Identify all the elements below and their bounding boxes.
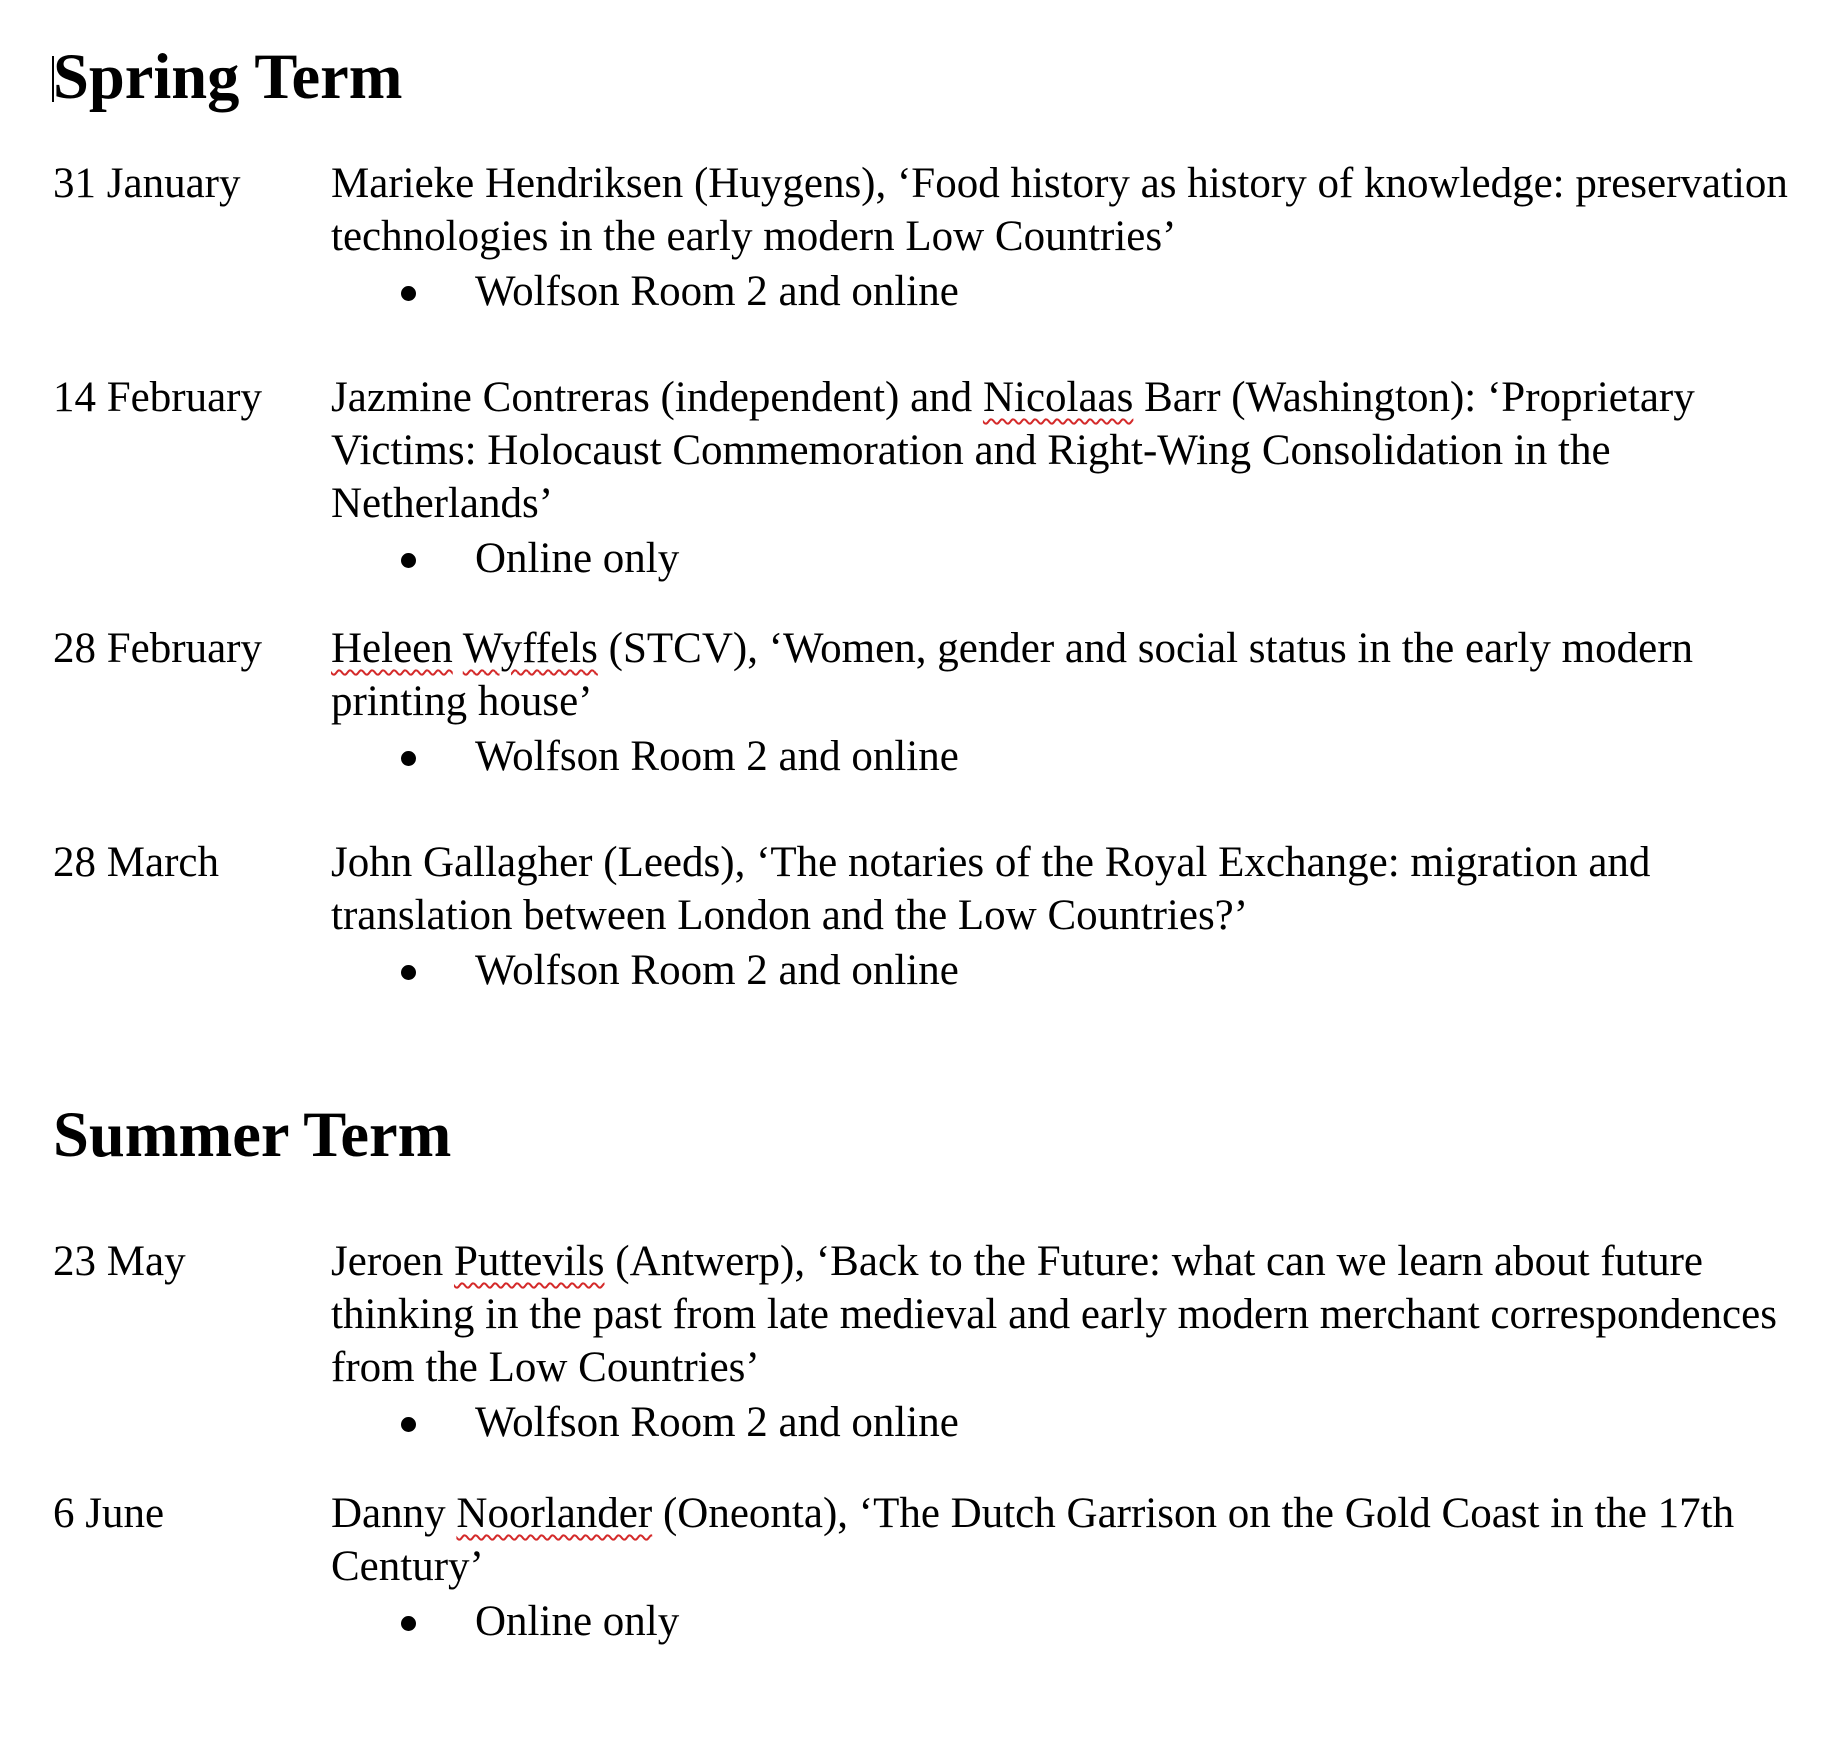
event-body [331, 622, 1793, 783]
event-body [331, 836, 1793, 997]
event-title [331, 1235, 1793, 1394]
event-title: Marieke Hendriksen (Huygens), ‘Food history as history of knowledge: preservation technologies in the early modern Low Countries’ [331, 160, 1788, 260]
event-title: John Gallagher (Leeds), ‘The notaries of the Royal Exchange: migration and translation between London and the Low Countries?’ [331, 839, 1651, 939]
event-row [53, 371, 1793, 585]
title-text: (Antwerp), ‘Back to the Future: what can we learn about future thinking in the past from late medieval and early modern merchant correspondences from the Low Countries’ [331, 1238, 1777, 1391]
title-text: Jeroen [331, 1238, 454, 1285]
event-date: 28 March [53, 839, 219, 886]
event-venue-item [331, 532, 1793, 585]
event-date: 6 June [53, 1490, 165, 1537]
bullet-icon [331, 1595, 475, 1648]
bullet-icon [331, 730, 475, 783]
title-text: Danny [331, 1490, 457, 1537]
event-date: 31 January [53, 160, 241, 207]
event-venue: Wolfson Room 2 and online [475, 947, 959, 994]
event-venue: Wolfson Room 2 and online [475, 733, 959, 780]
title-text [453, 625, 463, 672]
spellcheck-flagged-word[interactable]: Heleen [331, 625, 453, 672]
event-title [331, 371, 1793, 530]
event-title [331, 622, 1793, 728]
bullet-icon [331, 265, 475, 318]
event-venue-item [331, 1595, 1793, 1648]
event-row [53, 836, 1793, 997]
event-venue-item [331, 730, 1793, 783]
event-row [53, 622, 1793, 783]
spellcheck-flagged-word[interactable]: Noorlander [456, 1490, 653, 1537]
event-venue-item [331, 944, 1793, 997]
title-text: (STCV), ‘Women, gender and social status in the early modern printing house’ [331, 625, 1694, 725]
event-row [53, 157, 1793, 318]
event-venue: Online only [475, 535, 680, 582]
event-date: 28 February [53, 625, 262, 672]
event-row [53, 1487, 1793, 1648]
spellcheck-flagged-word[interactable]: Wyffels [462, 625, 598, 672]
event-row [53, 1235, 1793, 1449]
event-venue: Wolfson Room 2 and online [475, 268, 959, 315]
spellcheck-flagged-word[interactable]: Nicolaas [982, 374, 1134, 421]
event-venue-item [331, 265, 1793, 318]
title-text: (Oneonta), ‘The Dutch Garrison on the Gold Coast in the 17th Century’ [331, 1490, 1735, 1590]
term-heading-summer: Summer Term [53, 1099, 452, 1170]
event-body [331, 371, 1793, 585]
event-list-spring [53, 157, 1793, 997]
event-venue-item [331, 1396, 1793, 1449]
bullet-icon [331, 1396, 475, 1449]
event-venue: Online only [475, 1598, 680, 1645]
event-body [331, 157, 1793, 318]
bullet-icon [331, 944, 475, 997]
term-heading-spring: Spring Term [53, 41, 403, 112]
event-list-summer [53, 1235, 1793, 1648]
event-title [331, 1487, 1793, 1593]
title-text: Barr (Washington): ‘Proprietary Victims: Holocaust Commemoration and Right-Wing Consolidation in the Netherlands’ [331, 374, 1695, 527]
document-page [53, 41, 1793, 1648]
event-body [331, 1487, 1793, 1648]
spellcheck-flagged-word[interactable]: Puttevils [453, 1238, 605, 1285]
title-text: Jazmine Contreras (independent) and [331, 374, 983, 421]
event-body [331, 1235, 1793, 1449]
event-date: 23 May [53, 1238, 186, 1285]
event-venue: Wolfson Room 2 and online [475, 1399, 959, 1446]
event-date: 14 February [53, 374, 262, 421]
bullet-icon [331, 532, 475, 585]
